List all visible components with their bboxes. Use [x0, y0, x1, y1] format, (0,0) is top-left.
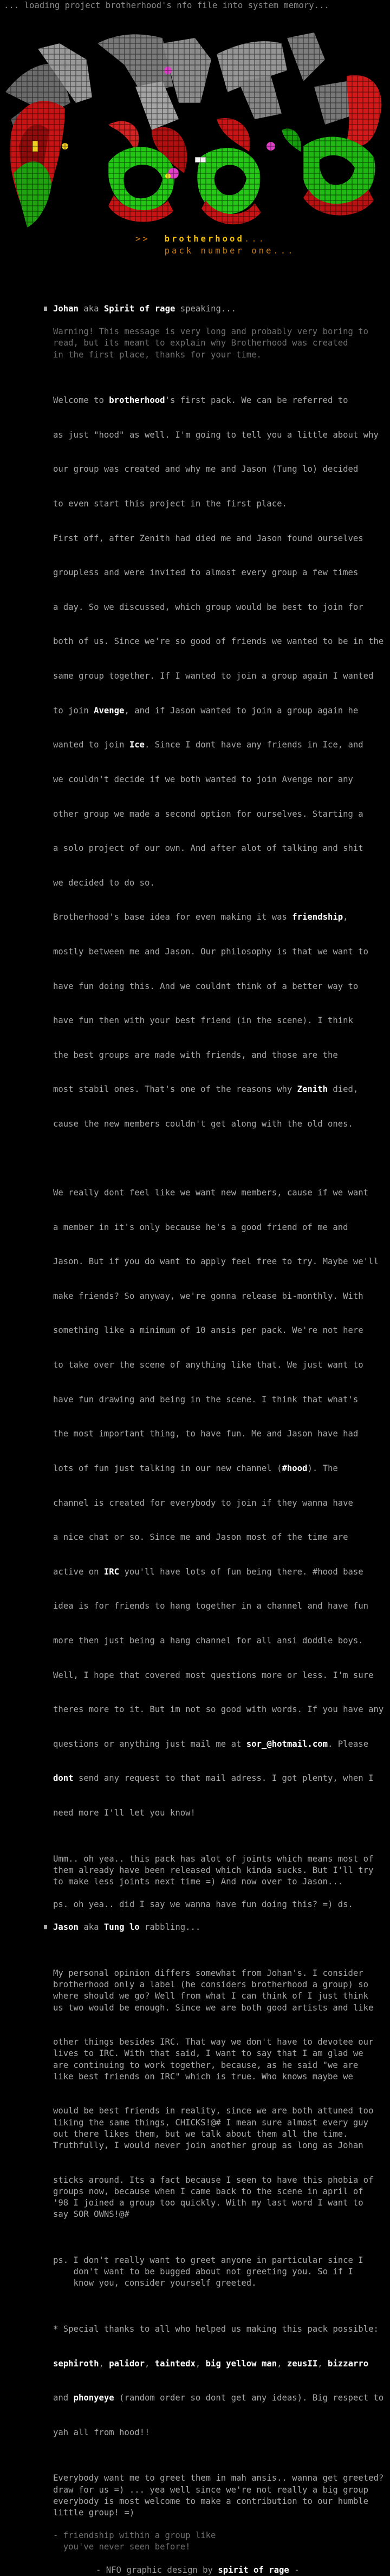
- thanks-name: zeusII: [287, 2358, 318, 2369]
- hood-logo: [0, 22, 390, 238]
- thanks-name: phonyeye: [73, 2393, 114, 2403]
- subtitle-pack-number: pack number one...: [164, 246, 295, 256]
- thanks-name: sephiroth: [53, 2358, 99, 2369]
- footer-artist: spirit of rage: [218, 2565, 289, 2575]
- subtitle-title: brotherhood: [164, 234, 244, 244]
- section-bullet-icon: [44, 1925, 47, 1929]
- email-address: sor_@hotmail.com: [246, 1739, 328, 1749]
- warning-paragraph: Warning! This message is very long and probably very boring to read, but its meant to explain why Brotherhood was created in the first place, thanks for your time.: [53, 327, 369, 360]
- johan-members-paragraph: We really dont feel like we want new members, cause if we want a member in it's only because he's a good friend of me and Jason. But if you do want to apply feel free to try. Maybe we'll make friends? So anyway, we're gonna release bi-monthly. With something like a minimum of 10 ansis per pack. We're not here to take over the scene of anything like that. We just want to have fun drawing and being in the scene. I think that what's the most important thing, to have fun. Me and Jason have had lots of fun just talking in our new channel (#hood). The channel is created for everybody to join if they wanna have a nice chat or so. Since me and Jason most of the time are active on IRC you'll have lots of fun being there. #hood base idea is for friends to hang together in a channel and have fun more then just being a hang channel for all ansi doddle boys. Well, I hope that covered most questions more or less. I'm sure theres more to it. But im not so good with words. If you have any questions or anything just mail me at sor_@hotmail.com. Please dont send any request to that mail adress. I got plenty, when I need more I'll let you know!: [53, 1188, 384, 1818]
- thanks-name: taintedx: [154, 2358, 196, 2369]
- greet-paragraph: Everybody want me to greet them in mah ansis.. wanna get greeted? draw for us =) ... yea well since we're not really a big group everybody is most welcome to make a contribution to our humble little group! =): [53, 2473, 384, 2518]
- pack-subtitle: >> brotherhood... pack number one...: [135, 234, 295, 256]
- johan-joints-paragraph: Umm.. oh yea.. this pack has alot of joints which means most of them already have been released which kinda sucks. But I'll try to make less joints next time =) And now over to Jason...: [53, 1853, 374, 1887]
- nfo-body: [0, 303, 390, 2576]
- section-bullet-icon: [44, 307, 47, 311]
- jason-ps: ps. I don't really want to greet anyone in particular since I don't want to be bugged about not greeting you. So if I know you, consider yourself greeted.: [53, 2255, 363, 2288]
- thanks-name: bizzarro: [328, 2358, 369, 2369]
- thanks-name: palidor: [109, 2358, 145, 2369]
- loading-line: ... loading project brotherhood's nfo file into system memory...: [4, 1, 329, 10]
- johan-ps: ps. oh yea.. did I say we wanna have fun doing this? =) ds.: [53, 1900, 353, 1910]
- johan-intro-paragraph: Welcome to brotherhood's first pack. We can be referred to as just "hood" as well. I'm going to tell you a little about why our group was created and why me and Jason (Tung lo) decided to even start this project in the first place. First off, after Zenith had died me and Jason found ourselves groupless and were invited to almost every group a few times a day. So we discussed, which group would be best to join for both of us. Since we're so good of friends we wanted to be in the same group together. If I wanted to join a group again I wanted to join Avenge, and if Jason wanted to join a group again he wanted to join Ice. Since I dont have any friends in Ice, and we couldn't decide if we both wanted to join Avenge nor any other group we made a second option for ourselves. Starting a a solo project of our own. And after alot of talking and shit we decided to do so. Brotherhood's base idea for even making it was friendship, mostly between me and Jason. Our philosophy is that we want to have fun doing this. And we couldnt think of a better way to have fun then with your best friend (in the scene). I think the best groups are made with friends, and those are the most stabil ones. That's one of the reasons why Zenith died, cause the new members couldn't get along with the old ones.: [53, 395, 384, 1129]
- subtitle-arrow: >>: [135, 234, 150, 244]
- thanks-name: big yellow man: [205, 2358, 277, 2369]
- jason-opinion-paragraph: My personal opinion differs somewhat from Johan's. I consider brotherhood only a label (he considers brotherhood a group) so where should we go? Well from what I can think of I just think us two would be enough. Since we are both good artists and like other things besides IRC. That way we don't have to devotee our lives to IRC. With that said, I want to say that I am glad we are continuing to work together, because, as he said "we are like best friends on IRC" which is true. Who knows maybe we would be best friends in reality, since we are both attuned too liking the same things, CHICKS!@# I mean sure almost every guy out there likes them, but we talk about them all the time. Truthfully, I would never join another group as long as Johan sticks around. Its a fact because I seen to have this phobia of groups now, because when I came back to the scene in april of '98 I joined a group too quickly. With my last word I want to say SOR OWNS!@#: [53, 1968, 374, 2220]
- johan-section-heading: Johan aka Spirit of rage speaking...: [53, 303, 390, 315]
- jason-section-heading: Jason aka Tung lo rabbling...: [53, 1922, 390, 1933]
- tagline: - friendship within a group like you've never seen before!: [53, 2531, 216, 2552]
- footer-credit: - NFO graphic design by spirit of rage -: [96, 2565, 300, 2575]
- special-thanks: * Special thanks to all who helped us making this pack possible: sephiroth, palidor, taintedx, big yellow man, zeusII, bizzarro and phonyeye (random order so dont get any ideas). Big respect to yah all from hood!!: [53, 2324, 384, 2437]
